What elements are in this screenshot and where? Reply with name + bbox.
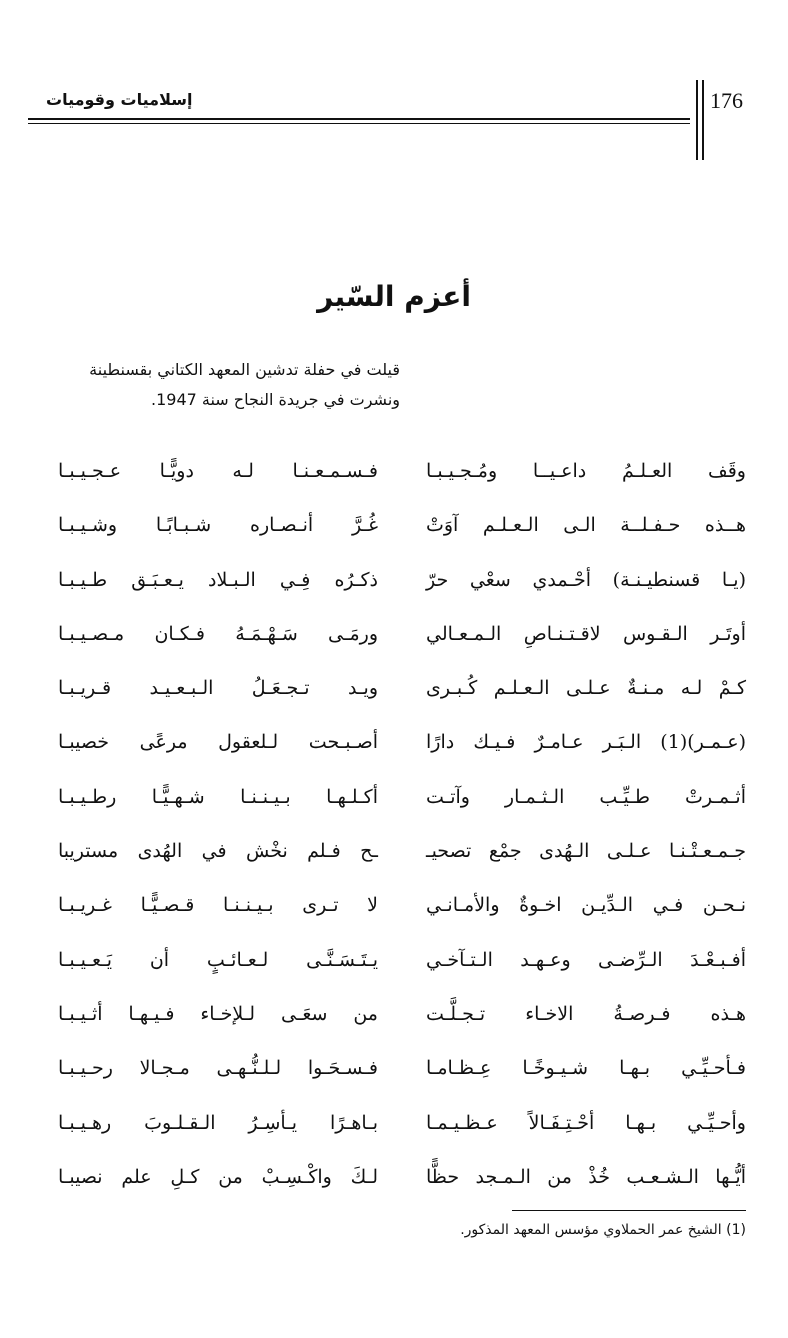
verse-second-hemistich: ذكـرُه فِـي الـبـلاد يـعـبَـق طـيـبـا: [58, 568, 378, 591]
verse-second-hemistich: غُـرَّ أنـصـاره شـبـابًـا وشـيـبـا: [58, 514, 378, 537]
header-vertical-bar: [696, 80, 698, 160]
verse-first-hemistich: جـمـعـتْـنـا عـلـى الـهُدى جمْع تصحيـ: [426, 840, 746, 863]
verse-row: [58, 725, 746, 779]
verse-row: [58, 888, 746, 942]
verse-first-hemistich: هـذه فـرصـةُ الاخـاء تـجـلَّـت: [426, 1002, 746, 1025]
poem-title: أعزم السّير: [317, 280, 471, 313]
verse-row: [58, 1160, 746, 1214]
verse-row: [58, 997, 746, 1051]
header-rule: [28, 118, 690, 120]
verse-row: [58, 780, 746, 834]
verse-first-hemistich: أفـبـعْـدَ الـرِّضـى وعـهـد الـتـآخـي: [426, 948, 746, 971]
verse-first-hemistich: هــذه حـفـلــة الـى الـعـلـم آوَتْ: [426, 514, 746, 537]
verse-first-hemistich: (يـا قسنطيـنـة) أحْـمدي سعْي حرّ: [426, 568, 746, 591]
footnote-rule: [512, 1210, 746, 1211]
verse-row: [58, 1106, 746, 1160]
verse-row: [58, 563, 746, 617]
verse-second-hemistich: من سعَـى لـلإخـاء فـيـهـا أثـيـبـا: [58, 1002, 378, 1025]
page-number: 176: [710, 88, 743, 113]
header-vertical-bar: [702, 80, 704, 160]
verse-first-hemistich: أثـمـرتْ طـيِّـب الـثـمـار وآتـت: [426, 785, 746, 808]
verse-second-hemistich: لا تـرى بـيـنـنـا قـصـيًّـا غـريـبـا: [58, 894, 378, 917]
running-title: إسلاميات وقوميات: [46, 90, 193, 109]
verse-second-hemistich: بـاهـرًا يـأسِـرُ الـقـلـوبَ رهـيـبـا: [58, 1111, 378, 1134]
verse-row: [58, 508, 746, 562]
verse-second-hemistich: يـتَـسَـنَّـى لـعـائـبٍ أن يَـعـيـبـا: [58, 948, 378, 971]
verse-first-hemistich: وأحـيِّـي بـهـا أحْـتِـفَـالاً عـظـيـمـا: [426, 1111, 746, 1134]
verse-row: [58, 1051, 746, 1105]
header-rule-thin: [28, 123, 690, 124]
verse-row: [58, 834, 746, 888]
verse-second-hemistich: ورمَـى سَـهْـمَـهُ فـكـان مـصـيـبـا: [58, 622, 378, 645]
verse-row: [58, 943, 746, 997]
verse-second-hemistich: ـح فـلم نخْش في الهُدى مستريبا: [58, 840, 378, 863]
intro-line: ونشرت في جريدة النجاح سنة 1947.: [150, 390, 400, 409]
page-header: [28, 80, 756, 160]
verse-list: [58, 454, 746, 1214]
footnote: (1) الشيخ عمر الحملاوي مؤسس المعهد المذكور.: [460, 1222, 746, 1238]
verse-second-hemistich: فـسـحَـوا لـلـنُّـهـى مـجـالا رحـيـبـا: [58, 1057, 378, 1080]
verse-second-hemistich: أكـلـهـا بـيـنـنـا شـهـيًّـا رطـيـبـا: [58, 785, 378, 808]
verse-first-hemistich: أيُّـها الـشـعـب خُذْ من الـمـجد حظًّا: [426, 1165, 746, 1188]
verse-first-hemistich: أوتَـر الـقـوس لاقـتـنـاصِ الـمـعـالي: [426, 622, 746, 645]
verse-second-hemistich: فـسـمـعـنـا لـه دويًّـا عـجـيـبـا: [58, 460, 378, 482]
verse-row: [58, 671, 746, 725]
verse-first-hemistich: فـأحـيِّـي بـهـا شـيـوخًـا عِـظـامـا: [426, 1057, 746, 1080]
verse-row: [58, 617, 746, 671]
verse-first-hemistich: نـحـن فـي الـدِّيـن اخـوةٌ والأمـانـي: [426, 894, 746, 917]
verse-row: [58, 454, 746, 508]
verse-first-hemistich: وقَف العـلـمُ داعـيــا ومُـجـيـبـا: [426, 460, 746, 482]
verse-second-hemistich: أصـبـحت لـلعقول مرعًى خصيبـا: [58, 731, 378, 754]
verse-first-hemistich: (عـمـر)(1) الـبَـر عـامـرٌ فـيـك دارًا: [426, 731, 746, 754]
verse-second-hemistich: ويـد تـجـعَـلُ الـبـعـيـد قـريـبـا: [58, 677, 378, 700]
verse-first-hemistich: كـمْ لـه مـنـةٌ عـلـى الـعـلـم كُـبـرى: [426, 677, 746, 700]
verse-second-hemistich: لـكَ واكْـسِـبْ من كـلِ علم نصيبـا: [58, 1165, 378, 1188]
poem-intro: [40, 355, 400, 415]
intro-line: قيلت في حفلة تدشين المعهد الكتاني بقسنطينة: [89, 360, 400, 379]
